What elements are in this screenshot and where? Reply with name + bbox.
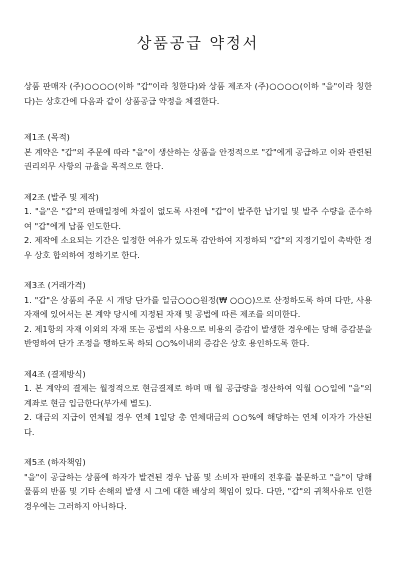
document-title: 상품공급 약정서 <box>136 34 260 52</box>
article-paragraph: 1. "을"은 "갑"의 판매일정에 차질이 없도록 사전에 "갑"이 발주한 납기일 및 발주 수량을 준수하여 "갑"에게 납품 인도한다. <box>24 206 372 231</box>
article-heading: 제1조 (목적) <box>24 132 70 142</box>
article-heading: 제4조 (결제방식) <box>24 368 86 379</box>
article-heading: 제3조 (거래가격) <box>24 280 86 290</box>
article-paragraph: 2. 제1항의 자재 이외의 자재 또는 공법의 사용으로 비용의 증감이 발생한 경우에는 당해 증감분을 반영하여 단가 조정을 행하도록 하되 ○○%이내의 증감은 상호 용인하도록 한다. <box>24 323 372 348</box>
intro-paragraph: 상품 판매자 (주)○○○○(이하 "갑"이라 칭한다)와 상품 제조자 (주)○○○○(이하 "을"이라 칭한다)는 상호간에 다음과 같이 상품공급 약정을 체결한다. <box>24 81 372 106</box>
article-5 <box>24 455 372 513</box>
article-2 <box>24 190 372 263</box>
article-paragraph: 1. 본 계약의 결제는 월정적으로 현금결제로 하며 매 월 공급량을 정산하여 익월 ○○일에 "을"의 계좌로 현금 입금한다(부가세 별도). <box>24 383 372 408</box>
article-heading: 제2조 (발주 및 제작) <box>24 191 99 202</box>
article-4 <box>24 367 372 440</box>
article-heading: 제5조 (하자책임) <box>24 457 86 467</box>
article-paragraph: 본 계약은 "갑"의 주문에 따라 "을"이 생산하는 상품을 안정적으로 "갑"에게 공급하고 이와 관련된 권리의무 사항의 규율을 목적으로 한다. <box>24 146 372 171</box>
article-paragraph: 1. "갑"은 상품의 주문 시 개당 단가를 일금○○○원정(₩ ○○○)으로 산정하도록 하며 다만, 사용자재에 있어서는 본 계약 당시에 지정된 자재 및 공법에 따른 제조를 의미한다. <box>24 294 372 319</box>
article-1 <box>24 130 372 174</box>
article-3 <box>24 278 372 351</box>
article-paragraph: 2. 대금의 지급이 연체될 경우 연체 1일당 총 연체대금의 ○○%에 해당하는 연체 이자가 가산된다. <box>24 412 372 437</box>
article-paragraph: 2. 제작에 소요되는 기간은 일정한 여유가 있도록 감안하여 지정하되 "갑"의 지정기일이 촉박한 경우 상호 합의하여 정하기로 한다. <box>24 235 372 260</box>
article-paragraph: "을"이 공급하는 상품에 하자가 발견된 경우 납품 및 소비자 판매의 전후를 불문하고 "을"이 당해 물품의 반품 및 기타 손해의 발생 시 그에 대한 배상의 책임이 있다. 다만, "갑"의 귀책사유로 인한 경우에는 그러하지 아니하다. <box>24 471 372 511</box>
